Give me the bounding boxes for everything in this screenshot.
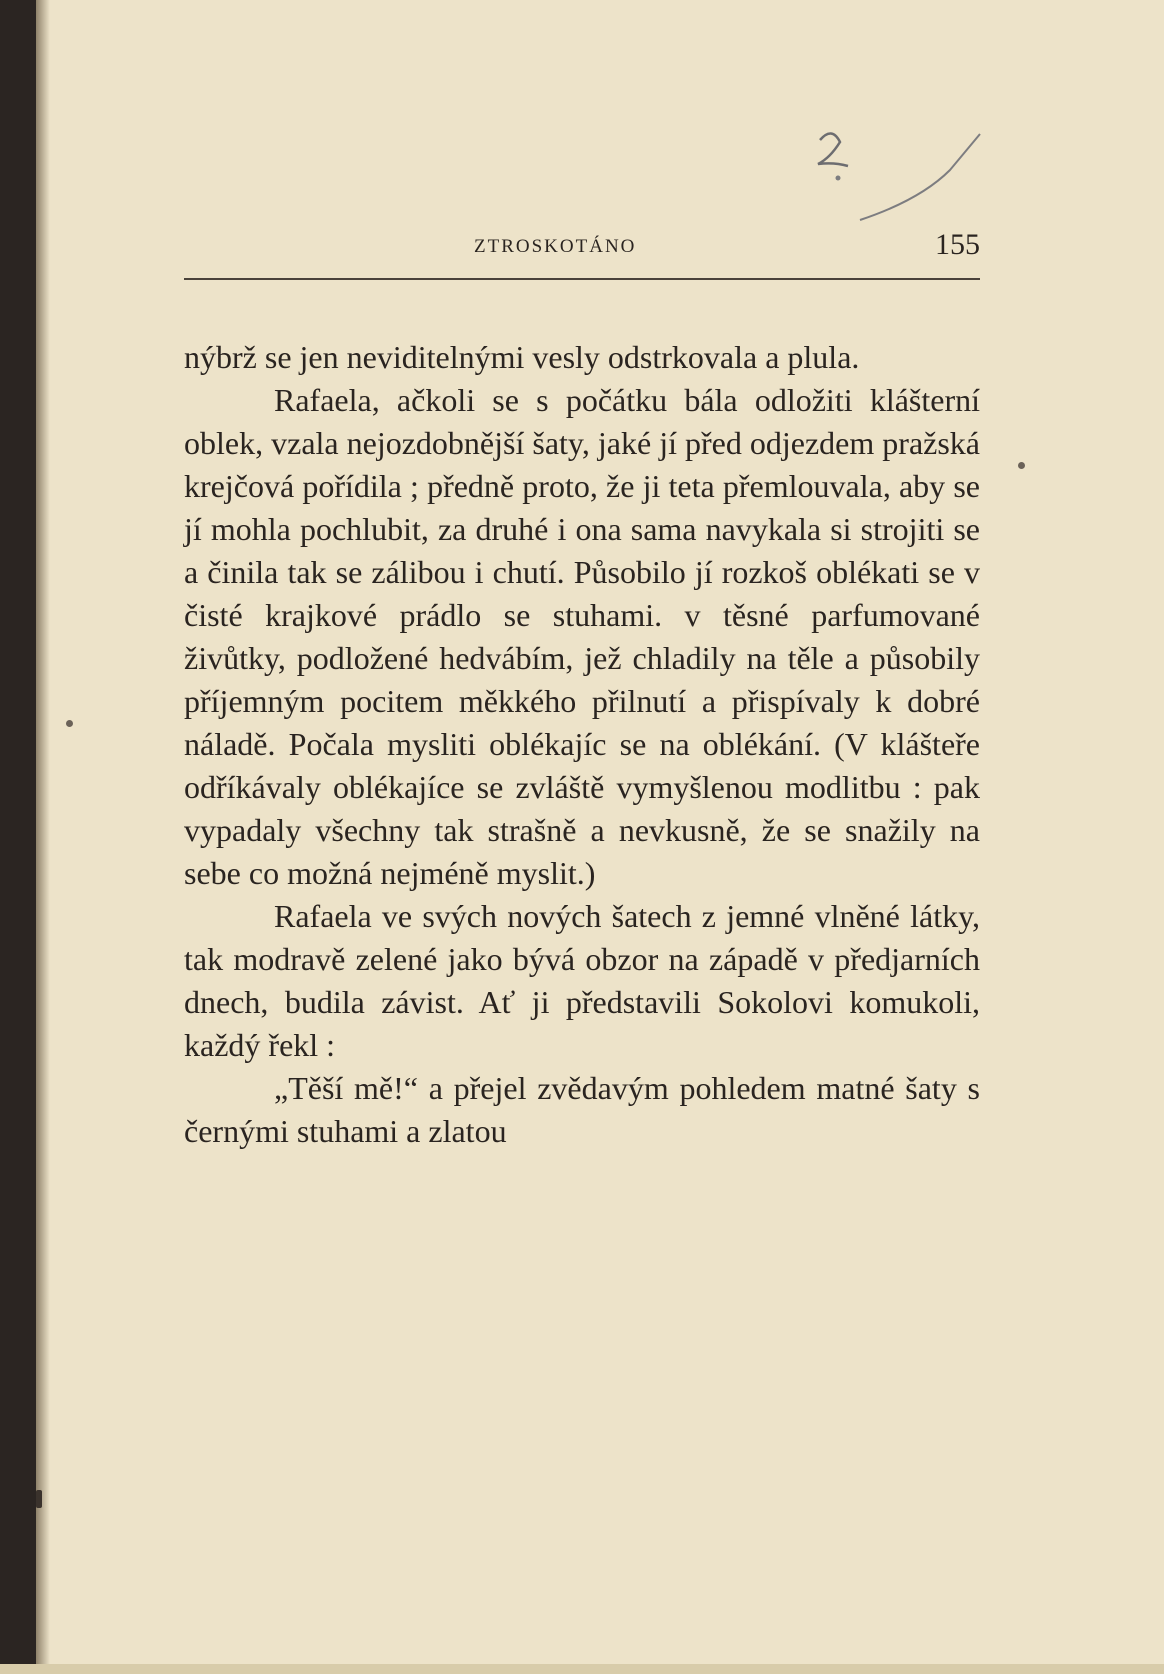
- paragraph: Rafaela, ačkoli se s počátku bála odložiti klášterní oblek, vzala nejozdobnější šaty, jaké jí před odjezdem pražská krejčová pořídila ; předně proto, že ji teta přemlouvala, aby se jí mohla pochlubit, za druhé i ona sama navykala si strojiti se a činila tak se zálibou i chutí. Působilo jí rozkoš oblékati se v čisté krajkové prádlo se stuhami. v těsné parfumované živůtky, podložené hedvábím, jež chladily na těle a působily příjemným pocitem měkkého přilnutí a přispívaly k dobré náladě. Počala mysliti oblékajíc se na oblékání. (V klášteře odříkávaly oblékajíce se zvláště vymyšlenou modlitbu : pak vypadaly všechny tak strašně a nevkusně, že se snažily na sebe co možná nejméně myslit.): [184, 382, 980, 891]
- text-body: [184, 336, 980, 1153]
- page-bottom-edge: [0, 1664, 1164, 1674]
- paragraph: „Těší mě!“ a přejel zvědavým pohledem matné šaty s černými stuhami a zlatou: [184, 1070, 980, 1149]
- margin-dot: [1018, 462, 1025, 469]
- running-title: ZTROSKOTÁNO: [474, 236, 637, 257]
- header-rule: [184, 278, 980, 280]
- page-number: 155: [935, 228, 980, 261]
- paragraph: Rafaela ve svých nových šatech z jemné vlněné látky, tak modravě zelené jako bývá obzor na západě v předjarních dnech, budila závist. Ať ji představili Sokolovi komukoli, každý řekl :: [184, 898, 980, 1063]
- margin-mark: [36, 1490, 42, 1508]
- paragraph: nýbrž se jen neviditelnými vesly odstrkovala a plula.: [184, 339, 860, 375]
- running-head: [184, 228, 980, 266]
- gutter-shadow: [36, 0, 50, 1674]
- book-spine-gutter: [0, 0, 36, 1674]
- margin-dot: [66, 720, 73, 727]
